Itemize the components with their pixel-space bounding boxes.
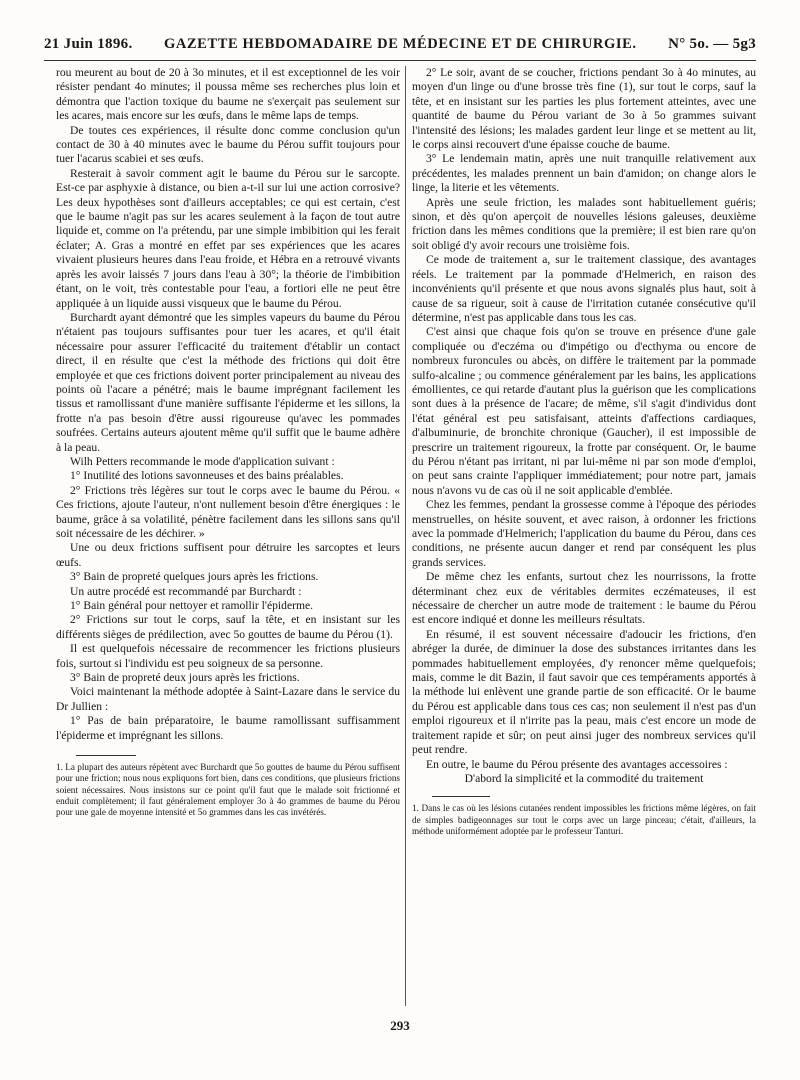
paragraph: Après une seule friction, les malades sont habituellement guéris; sinon, et dès qu'on aperçoit de nouvelles lésions galeuses, deuxième friction dans les mêmes conditions que la première; il est bien rare qu'on soit obligé d'y avoir recours une troisième fois. — [412, 195, 756, 252]
column-divider — [405, 66, 406, 1006]
paragraph: 2° Frictions sur tout le corps, sauf la tête, et en insistant sur les différents sièges de prédilection, avec 5o gouttes de baume du Pérou (1). — [56, 613, 400, 641]
paragraph: 3° Bain de propreté quelques jours après les frictions. — [70, 570, 319, 584]
paragraph: 2° Frictions très légères sur tout le corps avec le baume du Pérou. « Ces frictions, ajoute l'auteur, n'ont nullement besoin d'être énergiques : le baume, grâce à sa volatilité, pénètre facilement dans les sillons sans qu'il soit nécessaire de les déchirer. » — [56, 483, 400, 540]
right-column — [412, 66, 756, 1021]
right-column-body — [412, 66, 756, 786]
paragraph: Un autre procédé est recommandé par Burchardt : — [70, 584, 302, 598]
paragraph: Il est quelquefois nécessaire de recommencer les frictions plusieurs fois, surtout si l'individu est peu soigneux de sa personne. — [56, 642, 400, 670]
paragraph: De toutes ces expériences, il résulte donc comme conclusion qu'un contact de 30 à 40 minutes avec le baume du Pérou suffit toujours pour tuer l'acarus scabiei et ses œufs. — [56, 123, 400, 166]
header-issue-number: N° 5o. — 5g3 — [668, 36, 756, 52]
paragraph: Chez les femmes, pendant la grossesse comme à l'époque des périodes menstruelles, on hésite souvent, et avec raison, à ordonner les frictions avec la pommade d'Helmerich; l'application du baume du Pérou, dans ces conditions, ne présente aucun danger et rend par conséquent les plus grands services. — [412, 498, 756, 569]
paragraph: 1° Inutilité des lotions savonneuses et des bains préalables. — [70, 469, 344, 483]
header-date: 21 Juin 1896. — [44, 36, 133, 52]
paragraph: Burchardt ayant démontré que les simples vapeurs du baume du Pérou n'étaient pas toujours suffisantes pour tuer les acares, et qu'il était nécessaire pour assurer l'efficacité du traitement d'établir un contact direct, il en résulte que c'est la méthode des frictions qui doit être employée et que ces frictions doivent porter principalement au niveau des points où l'acare a pénétré; mais le baume imprégnant facilement les tissus et ramollissant d'une manière suffisante l'épiderme et les sillons, la frotte n'a pas besoin d'être aussi rigoureuse qu'avec les pommades soufrées. Certains auteurs ajoutent même qu'il suffit que le baume adhère à la peau. — [56, 310, 400, 454]
paragraph: Voici maintenant la méthode adoptée à Saint-Lazare dans le service du Dr Jullien : — [56, 685, 400, 713]
paragraph: D'abord la simplicité et la commodité du traitement — [464, 771, 704, 785]
paragraph: Ce mode de traitement a, sur le traitement classique, des avantages réels. Le traitement par la pommade d'Helmerich, en raison des inconvénients qu'il présente et que nous avons signalés plus haut, soit à cause de sa rigueur, soit à cause de l'irritation cutanée consécutive qu'il détermine, n'est pas applicable dans tous les cas. — [412, 253, 756, 324]
paragraph: Resterait à savoir comment agit le baume du Pérou sur le sarcopte. Est-ce par asphyxie à distance, ou bien a-t-il sur lui une action corrosive? Les deux hypothèses sont d'ailleurs acceptables; ce qui est certain, c'est que le baume n'agit pas sur les acares seulement à la façon de tout autre liquide et, comme on l'a prétendu, par une simple imbibition qui les ferait éclater; A. Gras a montré en effet par ses expériences que les acares vivaient plusieurs heures dans l'eau froide, et Hébra en a retrouvé vivants après les avoir laissés 7 jours dans l'eau à 30°; la théorie de l'imbibition étant, on le voit, très contestable pour l'eau, a fortiori elle ne peut être appliquée à un liquide aussi visqueux que le baume du Pérou. — [56, 166, 400, 310]
header-journal-title: GAZETTE HEBDOMADAIRE DE MÉDECINE ET DE CHIRURGIE. — [163, 36, 637, 52]
paragraph: Une ou deux frictions suffisent pour détruire les sarcoptes et leurs œufs. — [56, 541, 400, 569]
left-column-body — [56, 66, 400, 743]
left-column — [56, 66, 400, 1021]
paragraph: Wilh Petters recommande le mode d'application suivant : — [70, 454, 335, 468]
footnote-rule — [432, 796, 490, 797]
left-footnote: 1. La plupart des auteurs répètent avec Burchardt que 5o gouttes de baume du Pérou suffisent pour une friction; nous nous expliquons fort bien, dans ces conditions, que plusieurs frictions soient nécessaires. Nous insistons sur ce point qu'il faut que le malade soit frictionné et enduit complètement; il faut généralement employer 3o à 4o grammes de baume du Pérou pour une gale de moyenne intensité et 5o grammes dans les cas invétérés. — [56, 762, 400, 817]
paragraph: 1° Bain général pour nettoyer et ramollir l'épiderme. — [70, 599, 314, 613]
paragraph: En outre, le baume du Pérou présente des avantages accessoires : — [426, 757, 728, 771]
page-folio: 293 — [390, 1018, 410, 1033]
paragraph: 3° Bain de propreté deux jours après les frictions. — [70, 671, 300, 685]
paragraph: rou meurent au bout de 20 à 3o minutes, et il est exceptionnel de les voir résister pendant 4o minutes; il poussa même ses recherches plus loin et démontra que l'action toxique du baume ne s'exerçait pas seulement sur les acares, mais encore sur les œufs, dans le même laps de temps. — [56, 66, 400, 123]
paragraph: 3° Le lendemain matin, après une nuit tranquille relativement aux précédentes, les malades prennent un bain d'amidon; on change alors le linge, la literie et les vêtements. — [412, 152, 756, 195]
paragraph: En résumé, il est souvent nécessaire d'adoucir les frictions, d'en abréger la durée, de diminuer la dose des substances irritantes dans les pommades habituellement employées, d'y renoncer même quelquefois; mais, comme le dit Bazin, il faut savoir que ces tempéraments apportés à la méthode lui enlèvent une grande partie de son efficacité. Or le baume du Pérou est applicable dans tous ces cas; non seulement il n'est pas d'un emploi rigoureux et il n'irrite pas la peau, mais c'est encore un mode de traitement rapide et sûr; on peut ainsi juger des nombreux services qu'il peut rendre. — [412, 627, 756, 757]
footnote-rule — [76, 755, 136, 756]
paragraph: 2° Le soir, avant de se coucher, frictions pendant 3o à 4o minutes, au moyen d'un linge ou d'une brosse très fine (1), sur tout le corps, sauf la tête, et en insistant sur les parties les plus fortement atteintes, avec une quantité de baume du Pérou variant de 3o à 5o grammes suivant l'intensité des lésions; les malades gardent leur linge et se mettent au lit, le corps ainsi recouvert d'une épaisse couche de baume. — [412, 66, 756, 152]
right-footnote: 1. Dans le cas où les lésions cutanées rendent impossibles les frictions même légères, on fait de simples badigeonnages sur tout le corps avec un large pinceau; c'était, d'ailleurs, la méthode uniformément adoptée par le professeur Tanturi. — [412, 803, 756, 836]
paragraph: C'est ainsi que chaque fois qu'on se trouve en présence d'une gale compliquée ou d'eczéma ou d'impétigo ou d'ecthyma ou encore de nombreux furoncules ou abcès, on diffère le traitement par la pommade sulfo-alcaline ; ou commence généralement par les bains, les applications émollientes, ce qui retarde d'autant plus la guérison que les complications sont dues à la présence de l'acare; de même, s'il s'agit d'individus dont l'état général est peu satisfaisant, atteints d'affections cardiaques, d'albuminurie, de bronchite chronique (Gaucher), il est impossible de prescrire un traitement rigoureux, la frotte par conséquent. Or, le baume du Pérou n'étant pas irritant, ni par lui-même ni par son mode d'emploi, on peut sans crainte l'appliquer immédiatement; pour notre part, jamais nous n'avons vu de cas où il ne soit applicable d'emblée. — [412, 325, 756, 497]
running-header — [44, 36, 756, 61]
paragraph: De même chez les enfants, surtout chez les nourrissons, la frotte déterminant chez eux de véritables dermites eczémateuses, il est nécessaire de chercher un autre mode de traitement : le baume du Pérou est encore indiqué et donne les meilleurs résultats. — [412, 570, 756, 627]
paragraph: 1° Pas de bain préparatoire, le baume ramollissant suffisamment l'épiderme et imprégnant les sillons. — [56, 714, 400, 742]
